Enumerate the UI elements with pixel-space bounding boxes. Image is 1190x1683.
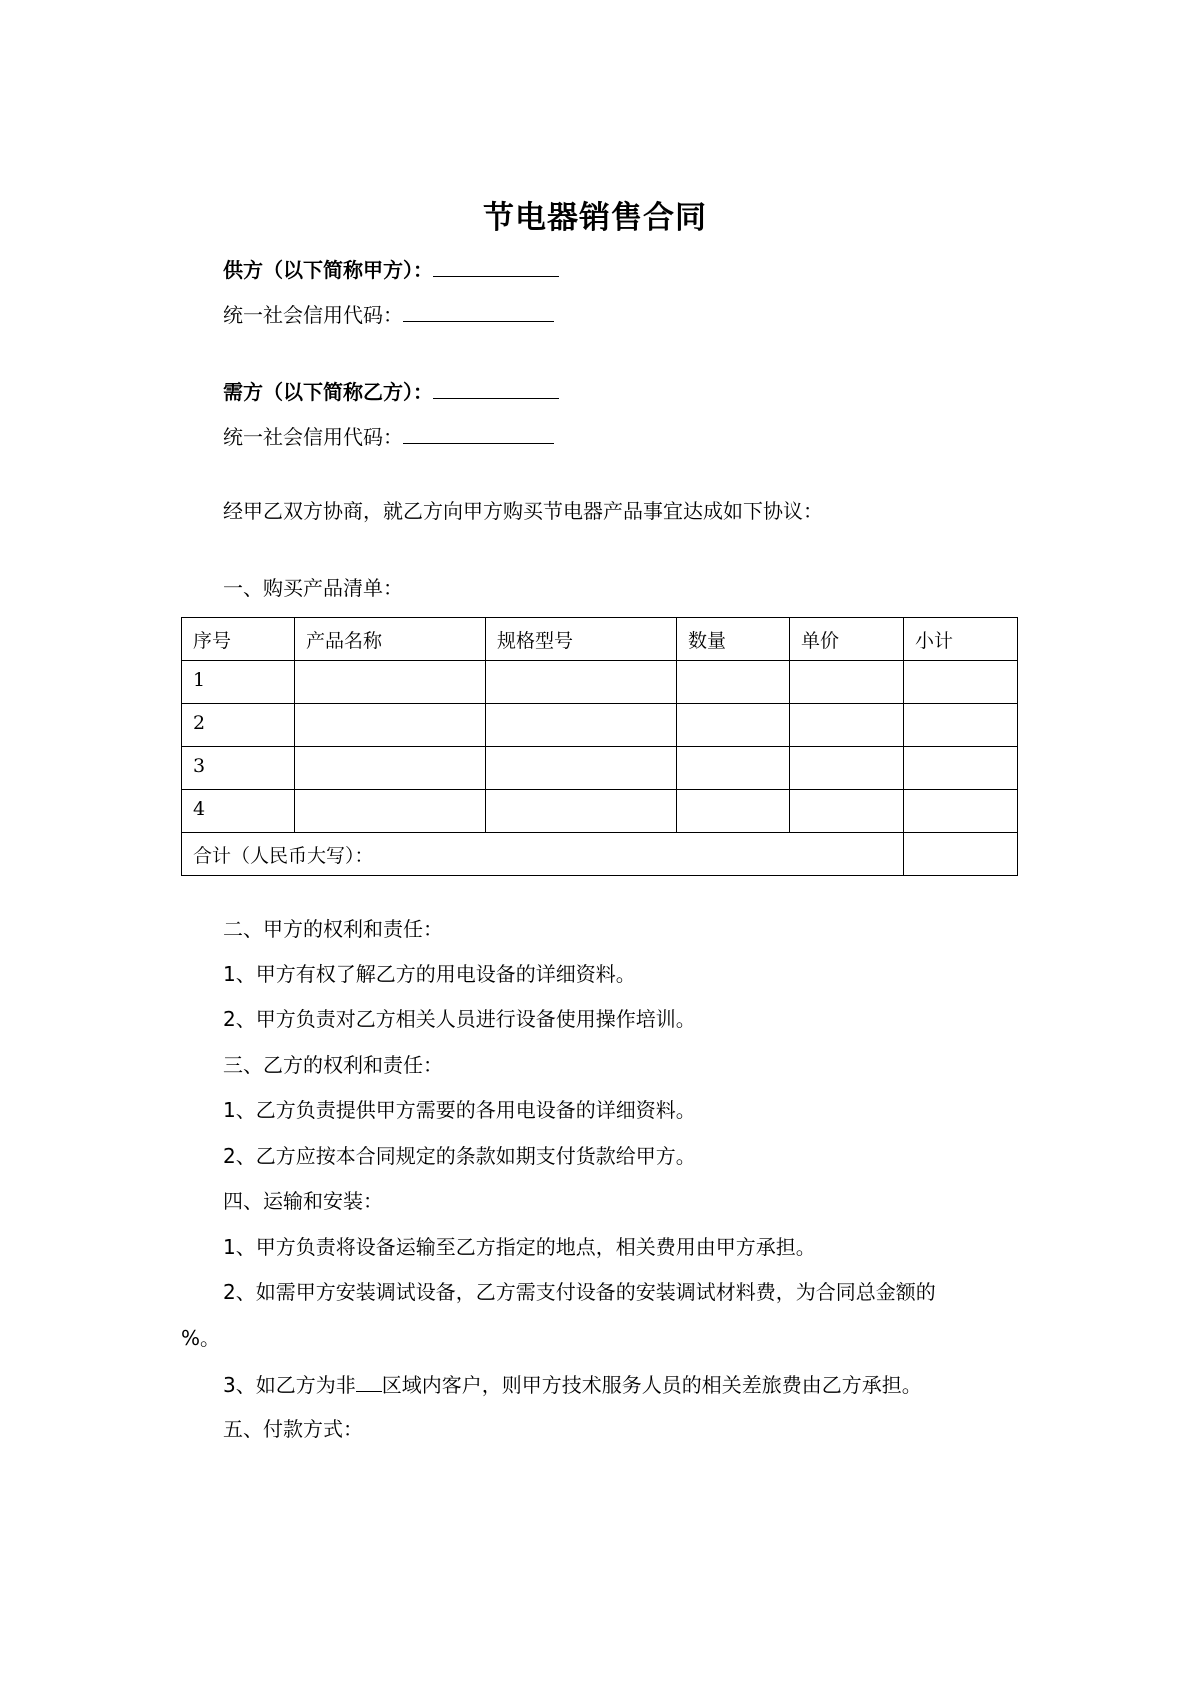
product-name-cell[interactable] — [295, 747, 486, 790]
supplier-credit-label: 统一社会信用代码： — [223, 303, 403, 327]
buyer-label: 需方（以下简称乙方）： — [223, 380, 433, 404]
subtotal-cell[interactable] — [904, 747, 1018, 790]
spec-cell[interactable] — [486, 704, 677, 747]
supplier-credit-code-field[interactable] — [403, 297, 554, 322]
product-name-cell[interactable] — [295, 704, 486, 747]
subtotal-cell[interactable] — [904, 661, 1018, 704]
product-list-table — [181, 617, 1018, 876]
quantity-cell[interactable] — [677, 661, 790, 704]
table-total-row — [182, 833, 1018, 876]
total-amount-cell[interactable] — [904, 833, 1018, 876]
row-index-cell: 2 — [182, 704, 295, 747]
spec-cell[interactable] — [486, 661, 677, 704]
section2-heading: 二、甲方的权利和责任： — [223, 917, 443, 941]
region-blank-field[interactable] — [356, 1369, 382, 1392]
section4-item: 1、甲方负责将设备运输至乙方指定的地点，相关费用由甲方承担。 — [223, 1235, 816, 1259]
section4-item — [223, 1369, 922, 1400]
section4-item-continuation: %。 — [181, 1326, 221, 1350]
unit-price-cell[interactable] — [790, 704, 904, 747]
unit-price-cell[interactable] — [790, 661, 904, 704]
header-cell: 序号 — [182, 618, 295, 661]
buyer-line — [223, 374, 559, 407]
header-cell: 规格型号 — [486, 618, 677, 661]
quantity-cell[interactable] — [677, 704, 790, 747]
section3-heading: 三、乙方的权利和责任： — [223, 1053, 443, 1077]
row-index-cell: 4 — [182, 790, 295, 833]
section3-item: 1、乙方负责提供甲方需要的各用电设备的详细资料。 — [223, 1098, 696, 1122]
subtotal-cell[interactable] — [904, 790, 1018, 833]
row-index-cell: 1 — [182, 661, 295, 704]
buyer-credit-line — [223, 419, 554, 452]
section4-item3-after: 区域内客户，则甲方技术服务人员的相关差旅费由乙方承担。 — [381, 1373, 922, 1397]
header-cell: 单价 — [790, 618, 904, 661]
header-cell: 产品名称 — [295, 618, 486, 661]
supplier-line — [223, 252, 559, 285]
table-header-row — [182, 618, 1018, 661]
table-row — [182, 747, 1018, 790]
table-row — [182, 790, 1018, 833]
section2-item: 2、甲方负责对乙方相关人员进行设备使用操作培训。 — [223, 1007, 696, 1031]
section4-item3-before: 3、如乙方为非 — [223, 1373, 356, 1397]
buyer-name-field[interactable] — [433, 374, 559, 399]
section1-heading: 一、购买产品清单： — [223, 576, 403, 600]
document-title: 节电器销售合同 — [483, 200, 707, 236]
section5-heading: 五、付款方式： — [223, 1417, 363, 1441]
intro-paragraph: 经甲乙双方协商，就乙方向甲方购买节电器产品事宜达成如下协议： — [223, 499, 823, 523]
supplier-label: 供方（以下简称甲方）： — [223, 258, 433, 282]
section2-item: 1、甲方有权了解乙方的用电设备的详细资料。 — [223, 962, 636, 986]
total-label-cell: 合计（人民币大写）： — [182, 833, 904, 876]
row-index-cell: 3 — [182, 747, 295, 790]
section4-item: 2、如需甲方安装调试设备，乙方需支付设备的安装调试材料费，为合同总金额的 — [223, 1280, 936, 1304]
spec-cell[interactable] — [486, 747, 677, 790]
header-cell: 数量 — [677, 618, 790, 661]
unit-price-cell[interactable] — [790, 747, 904, 790]
product-name-cell[interactable] — [295, 790, 486, 833]
subtotal-cell[interactable] — [904, 704, 1018, 747]
section3-item: 2、乙方应按本合同规定的条款如期支付货款给甲方。 — [223, 1144, 696, 1168]
quantity-cell[interactable] — [677, 747, 790, 790]
supplier-credit-line — [223, 297, 554, 330]
section4-heading: 四、运输和安装： — [223, 1189, 383, 1213]
buyer-credit-label: 统一社会信用代码： — [223, 425, 403, 449]
table-row — [182, 704, 1018, 747]
supplier-name-field[interactable] — [433, 252, 559, 277]
spec-cell[interactable] — [486, 790, 677, 833]
buyer-credit-code-field[interactable] — [403, 419, 554, 444]
header-cell: 小计 — [904, 618, 1018, 661]
table-row — [182, 661, 1018, 704]
product-name-cell[interactable] — [295, 661, 486, 704]
unit-price-cell[interactable] — [790, 790, 904, 833]
quantity-cell[interactable] — [677, 790, 790, 833]
